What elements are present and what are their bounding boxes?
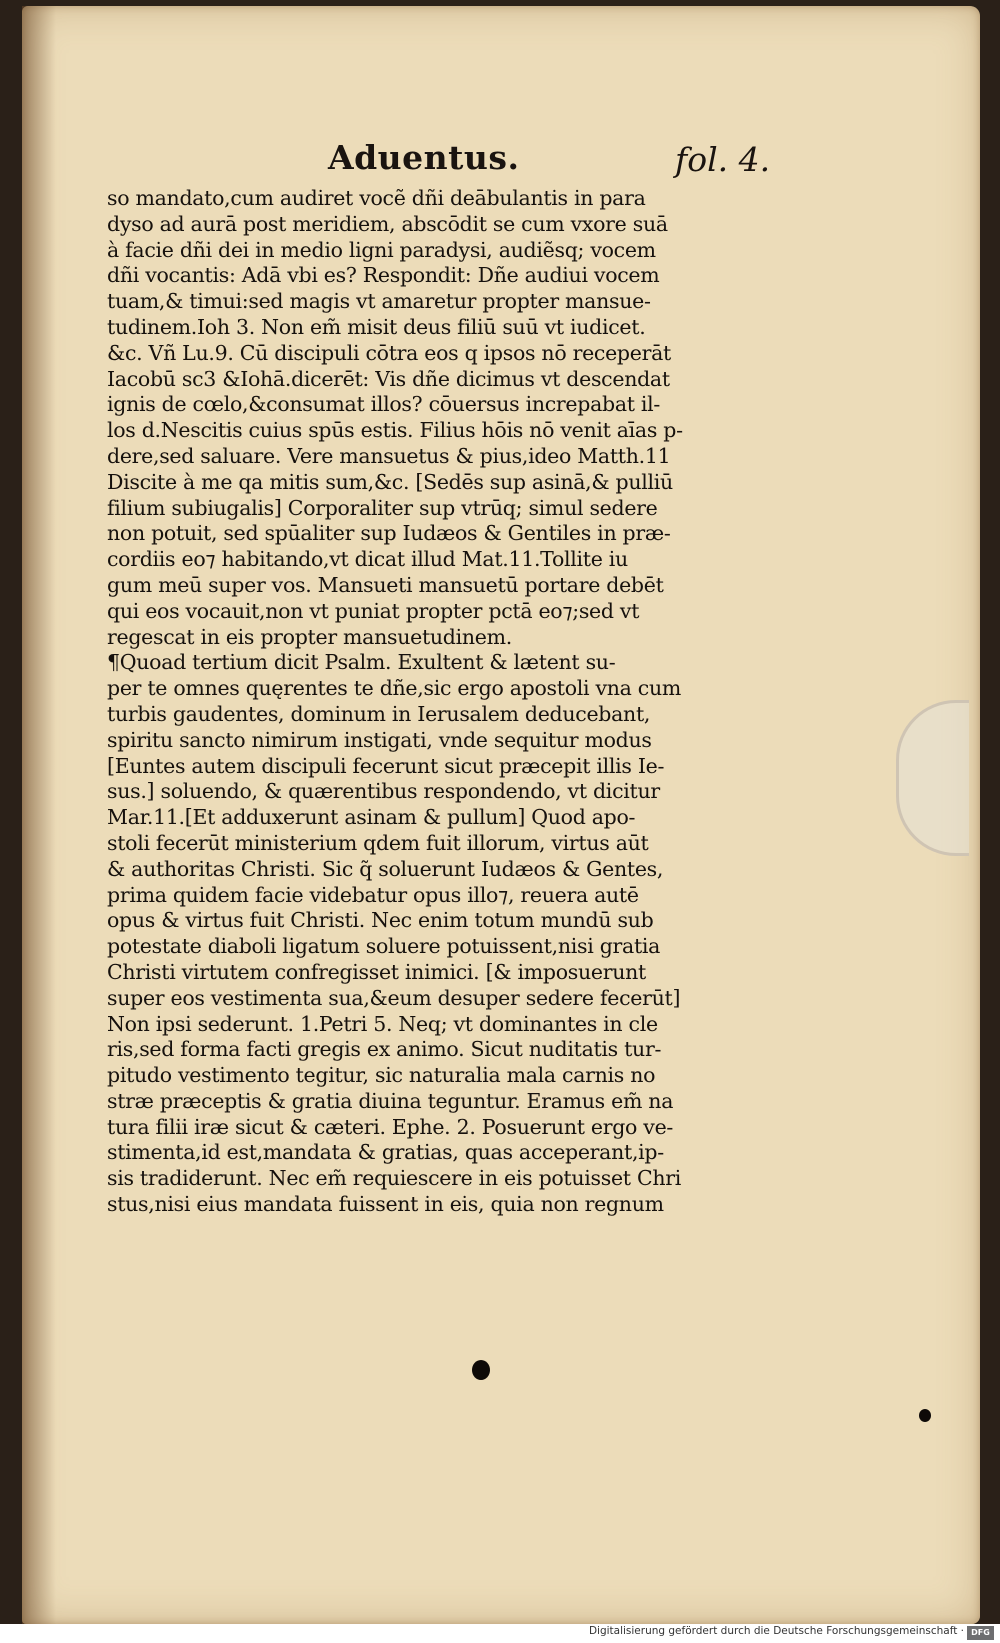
- text-line: &c. Vñ Lu.9. Cū discipuli cōtra eos q ipsos nō receperāt: [107, 340, 671, 365]
- text-line: stus,nisi eius mandata fuissent in eis, quia non regnum: [107, 1192, 664, 1217]
- text-line: Iacobū sc3 &Iohā.dicerēt: Vis dñe dicimus vt descendat: [107, 366, 670, 391]
- text-line: Christi virtutem confregisset inimici. [& imposuerunt: [107, 959, 646, 984]
- text-line: tuam,& timui:sed magis vt amaretur propter mansue-: [107, 289, 651, 314]
- text-line: spiritu sancto nimirum instigati, vnde sequitur modus: [107, 727, 652, 752]
- text-line: filium subiugalis] Corporaliter sup vtrūq; simul sedere: [107, 495, 658, 520]
- text-line: stoli fecerūt ministerium qdem fuit illorum, virtus aūt: [107, 830, 649, 855]
- footer-credit: Digitalisierung gefördert durch die Deutsche Forschungsgemeinschaft ·: [588, 1625, 964, 1637]
- text-line: dyso ad aurā post meridiem, abscōdit se cum vxore suā: [107, 211, 668, 236]
- text-line: los d.Nescitis cuius spūs estis. Filius hōis nō venit aīas p-: [107, 418, 683, 443]
- text-line: dere,sed saluare. Vere mansuetus & pius,ideo Matth.11: [107, 443, 671, 468]
- text-line: per te omnes quęrentes te dñe,sic ergo apostoli vna cum: [107, 676, 682, 701]
- dfg-logo: DFG: [967, 1626, 994, 1640]
- text-line: Discite à me qa mitis sum,&c. [Sedēs sup asinā,& pulliū: [107, 469, 673, 494]
- text-line: tudinem.Ioh 3. Non em̃ misit deus filiū suū vt iudicet.: [107, 314, 646, 339]
- text-line: & authoritas Christi. Sic q̃ soluerunt Iudæos & Gentes,: [107, 856, 664, 881]
- text-line: à facie dñi dei in medio ligni paradysi, audiẽsq; vocem: [107, 237, 656, 262]
- text-line: prima quidem facie videbatur opus illo⁊, reuera autē: [107, 882, 639, 907]
- text-line: sis tradiderunt. Nec em̃ requiescere in eis potuisset Chri: [107, 1166, 681, 1191]
- ink-dot-margin: [919, 1409, 931, 1422]
- text-line: ignis de cœlo,&consumat illos? cōuersus increpabat il-: [107, 392, 661, 417]
- text-line: dñi vocantis: Adā vbi es? Respondit: Dñe audiui vocem: [107, 263, 660, 288]
- text-line: Mar.11.[Et adduxerunt asinam & pullum] Quod apo-: [107, 805, 636, 830]
- text-line: turbis gaudentes, dominum in Ierusalem deducebant,: [107, 701, 651, 726]
- text-line: tura filii iræ sicut & cæteri. Ephe. 2. Posuerunt ergo ve-: [107, 1114, 674, 1139]
- text-line: non potuit, sed spūaliter sup Iudæos & Gentiles in præ-: [107, 521, 671, 546]
- body-text: [107, 186, 747, 1218]
- text-line: Non ipsi sederunt. 1.Petri 5. Neq; vt dominantes in cle: [107, 1011, 658, 1036]
- text-line: opus & virtus fuit Christi. Nec enim totum mundū sub: [107, 908, 654, 933]
- folio-number: fol. 4.: [675, 140, 771, 179]
- text-line: regescat in eis propter mansuetudinem.: [107, 624, 512, 649]
- page-gutter-shadow: [22, 6, 56, 1624]
- text-line: potestate diaboli ligatum soluere potuissent,nisi gratia: [107, 934, 661, 959]
- page-header: [60, 138, 960, 188]
- text-line: gum meū super vos. Mansueti mansuetū portare debēt: [107, 572, 664, 597]
- running-head: Aduentus.: [328, 138, 520, 177]
- text-line: stimenta,id est,mandata & gratias, quas acceperant,ip-: [107, 1140, 664, 1165]
- ink-dot: [472, 1360, 490, 1380]
- text-line: super eos vestimenta sua,&eum desuper sedere fecerūt]: [107, 985, 681, 1010]
- text-line: [Euntes autem discipuli fecerunt sicut præcepit illis Ie-: [107, 753, 665, 778]
- text-line: stræ præceptis & gratia diuina teguntur. Eramus em̃ na: [107, 1088, 674, 1113]
- text-line: pitudo vestimento tegitur, sic naturalia mala carnis no: [107, 1063, 656, 1088]
- footer-bar: [0, 1624, 1000, 1643]
- text-line: qui eos vocauit,non vt puniat propter pctā eo⁊;sed vt: [107, 598, 640, 623]
- text-line: sus.] soluendo, & quærentibus respondendo, vt dicitur: [107, 779, 660, 804]
- text-line: cordiis eo⁊ habitando,vt dicat illud Mat.11.Tollite iu: [107, 547, 628, 572]
- text-line: ¶Quoad tertium dicit Psalm. Exultent & lætent su-: [107, 650, 616, 675]
- text-line: ris,sed forma facti gregis ex animo. Sicut nuditatis tur-: [107, 1037, 662, 1062]
- text-line: so mandato,cum audiret vocẽ dñi deābulantis in para: [107, 186, 646, 210]
